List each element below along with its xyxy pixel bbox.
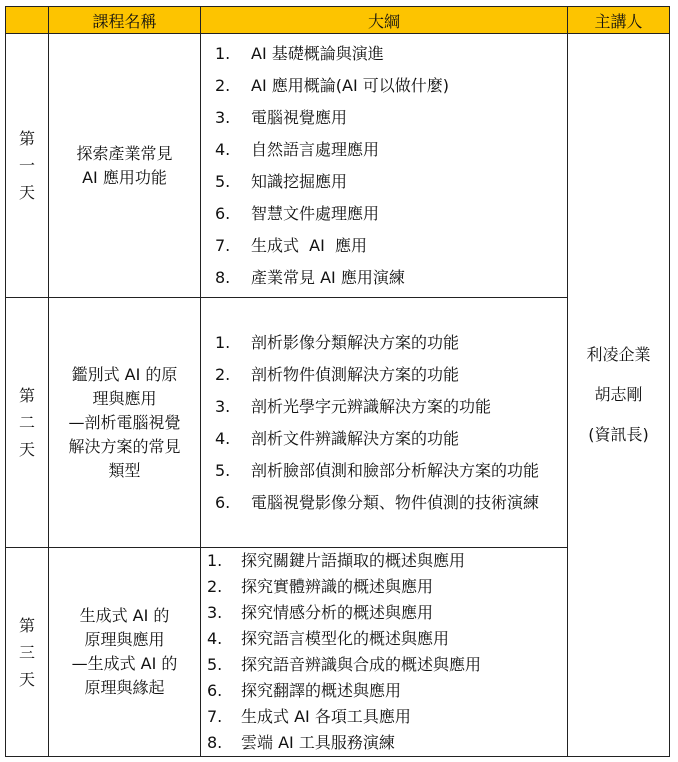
header-outline: 大綱 bbox=[201, 7, 568, 34]
day-label-char: 第 bbox=[18, 129, 35, 148]
day-label bbox=[6, 298, 49, 548]
day-label-char: 二 bbox=[18, 413, 35, 432]
day-label-char: 天 bbox=[18, 183, 35, 202]
outline-item: 6. 電腦視覺影像分類、物件偵測的技術演練 bbox=[215, 493, 540, 512]
outline-item: 3. 探究情感分析的概述與應用 bbox=[207, 603, 434, 622]
day-label-char: 天 bbox=[18, 440, 35, 459]
day-label-char: 三 bbox=[18, 642, 35, 662]
course-line: 原理與緣起 bbox=[84, 678, 165, 697]
day-label-char: 第 bbox=[18, 386, 35, 405]
header-course: 課程名稱 bbox=[49, 7, 201, 34]
course-line: 類型 bbox=[108, 460, 141, 480]
outline-item: 2. 探究實體辨識的概述與應用 bbox=[207, 577, 434, 596]
day-label-char: 第 bbox=[18, 615, 35, 635]
header-speaker: 主講人 bbox=[568, 7, 670, 34]
outline-list bbox=[201, 548, 567, 756]
course-schedule bbox=[5, 6, 669, 757]
course-name bbox=[49, 298, 201, 548]
outline-item: 4. 探究語言模型化的概述與應用 bbox=[207, 629, 450, 648]
outline-item: 6. 探究翻譯的概述與應用 bbox=[207, 681, 402, 700]
outline-item: 3. 電腦視覺應用 bbox=[215, 108, 348, 127]
course-line: 解決方案的常見 bbox=[68, 436, 181, 456]
outline-item: 2. AI 應用概論(AI 可以做什麼) bbox=[215, 76, 449, 95]
outline-cell bbox=[201, 34, 568, 298]
header-row bbox=[6, 7, 670, 34]
day-label bbox=[6, 548, 49, 757]
course-line: —生成式 AI 的 bbox=[71, 654, 178, 673]
course-name bbox=[49, 548, 201, 757]
outline-item: 7. 生成式 AI 應用 bbox=[215, 236, 368, 255]
course-line: 探索產業常見 bbox=[76, 143, 173, 163]
course-line: 鑑別式 AI 的原 bbox=[71, 364, 178, 384]
outline-cell bbox=[201, 298, 568, 548]
outline-item: 2. 剖析物件偵測解決方案的功能 bbox=[215, 365, 460, 384]
day-label bbox=[6, 34, 49, 298]
schedule-table bbox=[5, 6, 670, 757]
outline-cell bbox=[201, 548, 568, 757]
outline-item: 6. 智慧文件處理應用 bbox=[215, 204, 380, 223]
outline-list bbox=[201, 326, 567, 519]
course-line: 原理與應用 bbox=[84, 630, 165, 649]
outline-item: 1. AI 基礎概論與演進 bbox=[215, 44, 384, 63]
day-row-1 bbox=[6, 34, 670, 298]
day-label-char: 一 bbox=[18, 156, 35, 175]
course-line: 生成式 AI 的 bbox=[79, 606, 170, 625]
outline-item: 8. 產業常見 AI 應用演練 bbox=[215, 268, 405, 287]
outline-item: 4. 自然語言處理應用 bbox=[215, 140, 380, 159]
day-label-char: 天 bbox=[18, 669, 35, 689]
speaker-company: 利凌企業 bbox=[586, 345, 651, 364]
outline-item: 1. 剖析影像分類解決方案的功能 bbox=[215, 333, 460, 352]
outline-item: 8. 雲端 AI 工具服務演練 bbox=[207, 733, 395, 752]
outline-item: 7. 生成式 AI 各項工具應用 bbox=[207, 707, 411, 726]
course-line: AI 應用功能 bbox=[82, 167, 167, 187]
outline-item: 5. 剖析臉部偵測和臉部分析解決方案的功能 bbox=[215, 461, 540, 480]
course-line: —剖析電腦視覺 bbox=[68, 412, 181, 432]
outline-item: 4. 剖析文件辨識解決方案的功能 bbox=[215, 429, 460, 448]
outline-item: 1. 探究關鍵片語擷取的概述與應用 bbox=[207, 551, 466, 570]
outline-item: 5. 知識挖掘應用 bbox=[215, 172, 348, 191]
speaker-title: (資訊長) bbox=[588, 425, 649, 444]
outline-item: 5. 探究語音辨識與合成的概述與應用 bbox=[207, 655, 482, 674]
speaker-cell bbox=[568, 34, 670, 757]
course-name bbox=[49, 34, 201, 298]
outline-item: 3. 剖析光學字元辨識解決方案的功能 bbox=[215, 397, 492, 416]
outline-list bbox=[201, 37, 567, 294]
speaker-name: 胡志剛 bbox=[594, 385, 643, 404]
header-day bbox=[6, 7, 49, 34]
course-line: 理與應用 bbox=[92, 388, 157, 408]
